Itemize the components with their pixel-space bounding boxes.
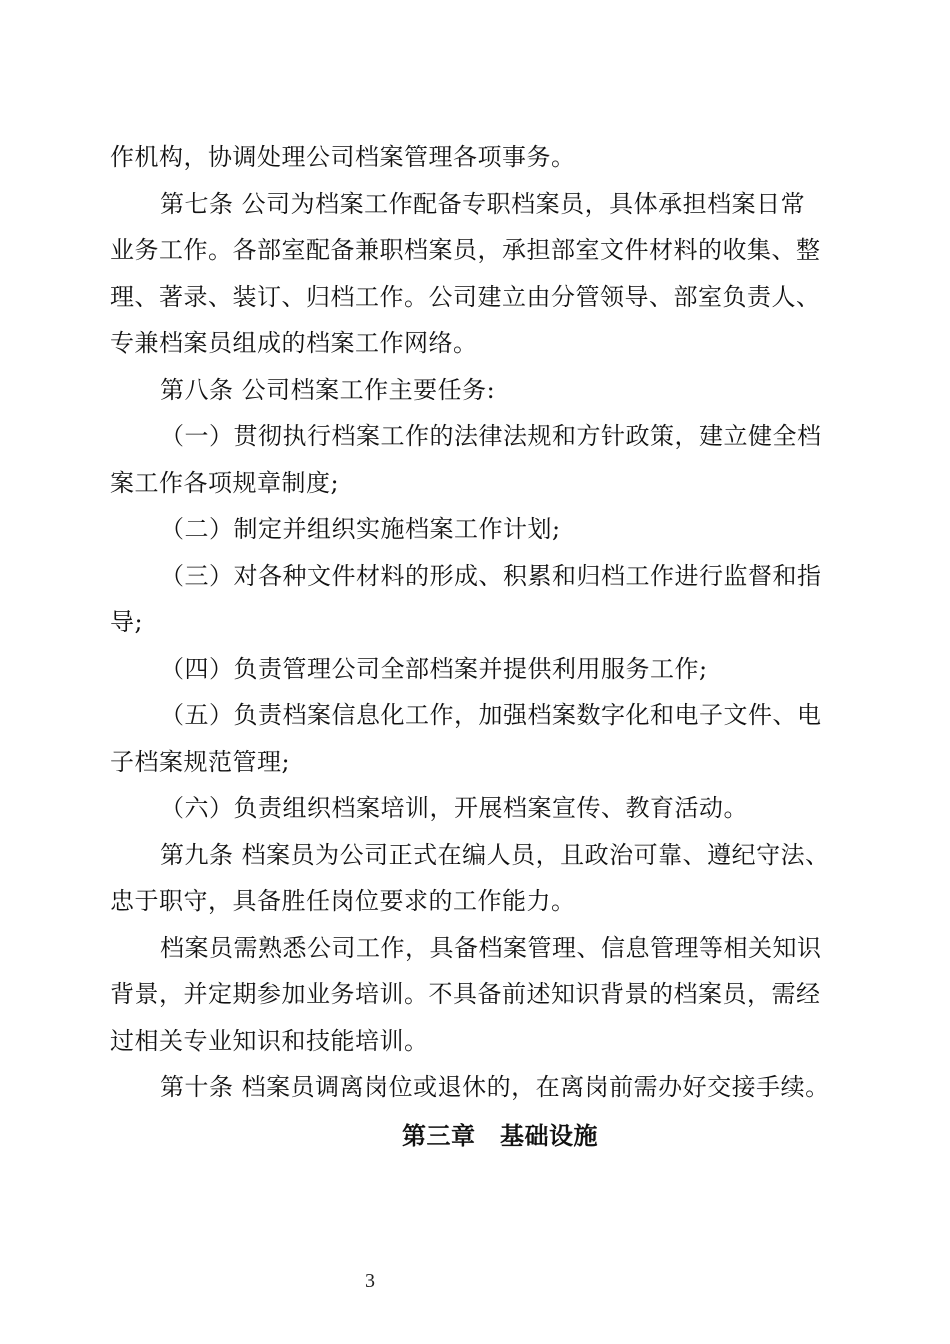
text-line: 忠于职守，具备胜任岗位要求的工作能力。 [110, 887, 576, 915]
paragraph-line: 档案员需熟悉公司工作，具备档案管理、信息管理等相关知识 [160, 933, 822, 962]
list-item-3: （三）对各种文件材料的形成、积累和归档工作进行监督和指 [160, 561, 822, 590]
text-line: 过相关专业知识和技能培训。 [110, 1026, 429, 1055]
list-item-2: （二）制定并组织实施档案工作计划; [160, 515, 561, 543]
text-line: 案工作各项规章制度; [110, 468, 340, 497]
article-10-heading-line: 第十条 档案员调离岗位或退休的，在离岗前需办好交接手续。 [160, 1073, 830, 1101]
document-body [110, 134, 852, 1161]
list-item-4: （四）负责管理公司全部档案并提供利用服务工作; [160, 654, 708, 683]
list-item-5: （五）负责档案信息化工作，加强档案数字化和电子文件、电 [160, 701, 822, 729]
list-item-6: （六）负责组织档案培训，开展档案宣传、教育活动。 [160, 794, 748, 822]
chapter-heading: 第三章 基础设施 [402, 1121, 598, 1150]
list-item-1: （一）贯彻执行档案工作的法律法规和方针政策，建立健全档 [160, 422, 822, 450]
text-line: 专兼档案员组成的档案工作网络。 [110, 329, 478, 357]
article-7-heading-line: 第七条 公司为档案工作配备专职档案员，具体承担档案日常 [160, 189, 806, 218]
text-line: 背景，并定期参加业务培训。不具备前述知识背景的档案员，需经 [110, 980, 821, 1008]
text-line: 业务工作。各部室配备兼职档案员，承担部室文件材料的收集、整 [110, 236, 821, 264]
text-line: 作机构，协调处理公司档案管理各项事务。 [110, 143, 576, 171]
article-8-heading-line: 第八条 公司档案工作主要任务: [160, 375, 496, 404]
text-line: 导; [110, 608, 144, 636]
text-line: 子档案规范管理; [110, 747, 291, 776]
page-number: 3 [365, 1270, 375, 1292]
article-9-heading-line: 第九条 档案员为公司正式在编人员，且政治可靠、遵纪守法、 [160, 840, 830, 869]
text-line: 理、著录、装订、归档工作。公司建立由分管领导、部室负责人、 [110, 282, 821, 311]
